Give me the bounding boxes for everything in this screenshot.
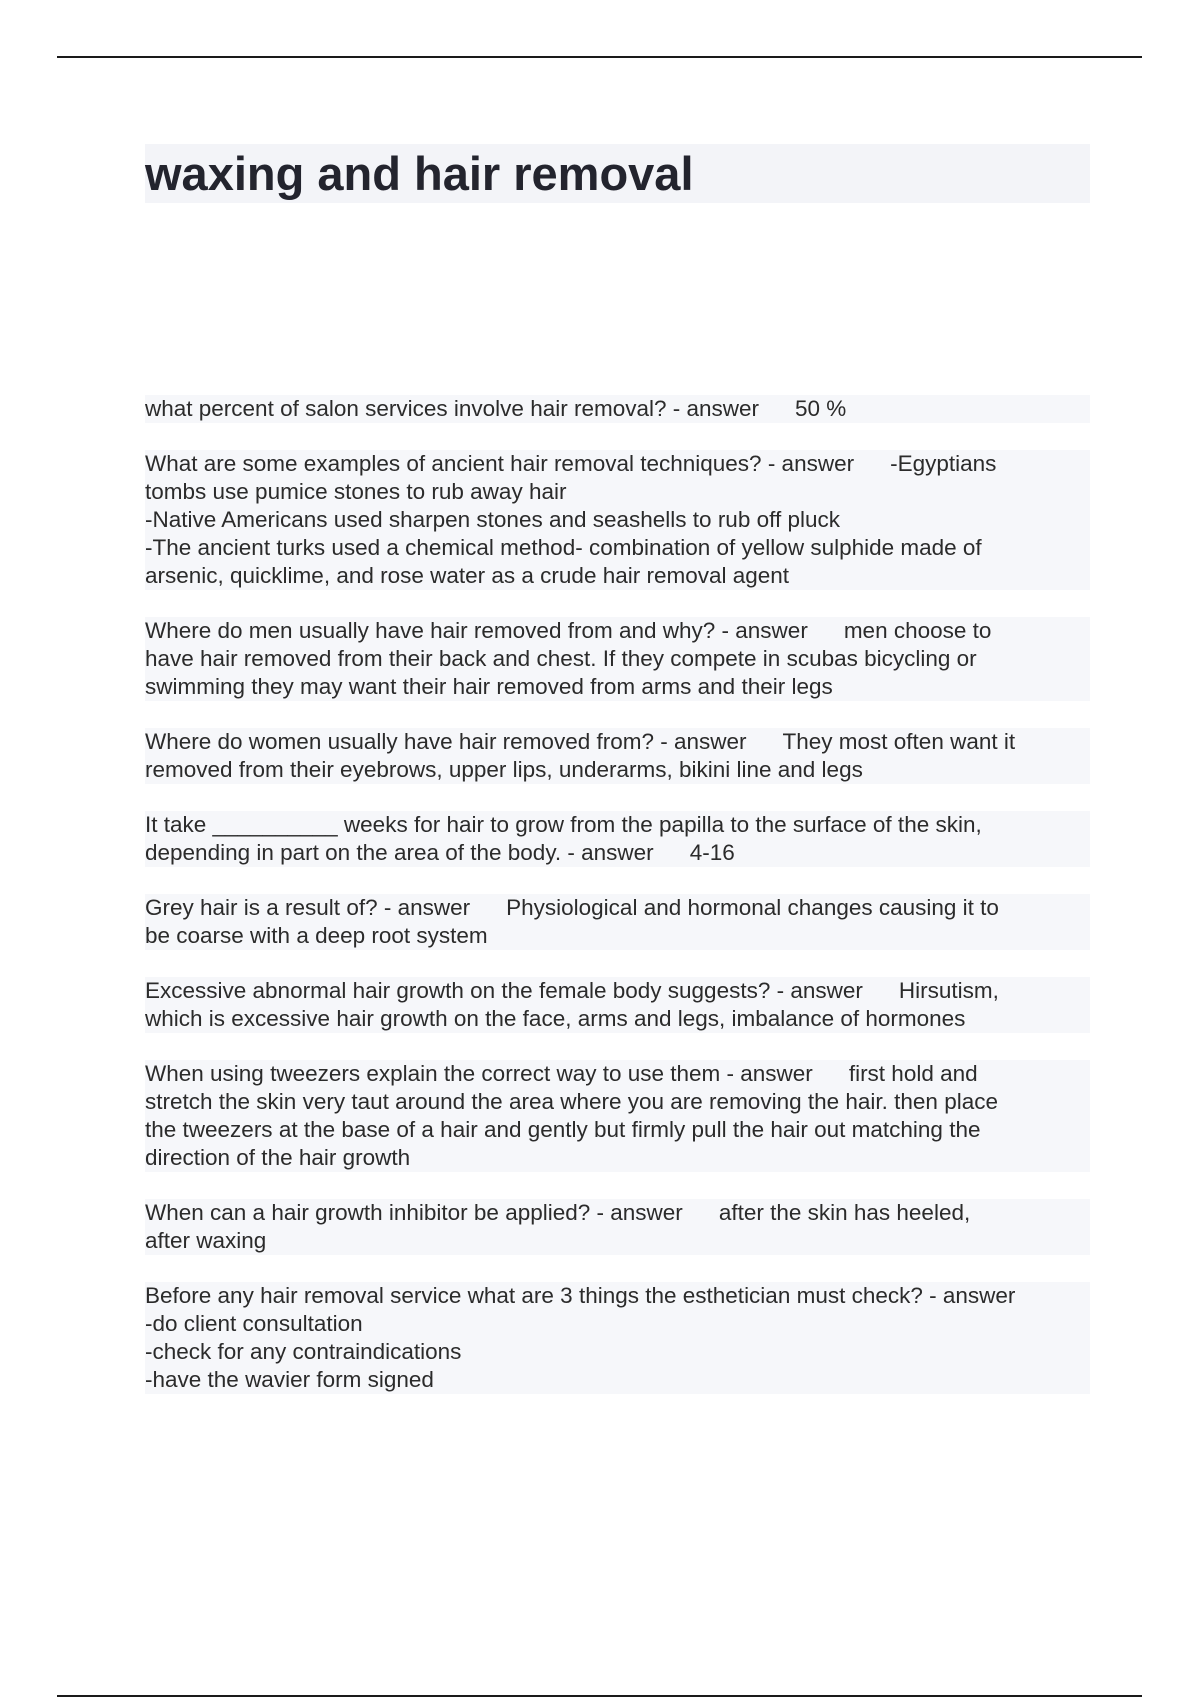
qa-item	[145, 728, 1090, 784]
question-text: what percent of salon services involve hair removal? - answer	[145, 396, 760, 421]
answer-text: They most often want it	[782, 729, 1016, 754]
answer-line: which is excessive hair growth on the face, arms and legs, imbalance of hormones	[145, 1006, 966, 1031]
answer-text: Physiological and hormonal changes causing it to	[506, 895, 999, 920]
answer-line: stretch the skin very taut around the area where you are removing the hair. then place	[145, 1089, 998, 1114]
qa-item	[145, 395, 1090, 423]
answer-text: Hirsutism,	[898, 978, 999, 1003]
qa-item	[145, 1282, 1090, 1394]
question-text: Grey hair is a result of? - answer	[145, 895, 471, 920]
question-text: Where do men usually have hair removed from and why? - answer	[145, 618, 808, 643]
answer-line: tombs use pumice stones to rub away hair	[145, 479, 567, 504]
answer-text: men choose to	[843, 618, 992, 643]
qa-line	[145, 617, 1090, 645]
question-text: Excessive abnormal hair growth on the female body suggests? - answer	[145, 978, 863, 1003]
answer-text: after the skin has heeled,	[718, 1200, 971, 1225]
footer-rule	[57, 1695, 1142, 1697]
answer-line: -The ancient turks used a chemical method- combination of yellow sulphide made of	[145, 535, 982, 560]
qa-line	[145, 1060, 1090, 1088]
answer-line: -have the wavier form signed	[145, 1367, 434, 1392]
qa-item	[145, 450, 1090, 590]
question-text: When using tweezers explain the correct way to use them - answer	[145, 1061, 813, 1086]
qa-line	[145, 977, 1090, 1005]
question-text: Where do women usually have hair removed from? - answer	[145, 729, 747, 754]
answer-line: the tweezers at the base of a hair and gently but firmly pull the hair out matching the	[145, 1117, 981, 1142]
answer-line: after waxing	[145, 1228, 267, 1253]
answer-line: removed from their eyebrows, upper lips, underarms, bikini line and legs	[145, 757, 863, 782]
qa-item	[145, 1060, 1090, 1172]
qa-line	[145, 395, 1090, 423]
answer-line: have hair removed from their back and chest. If they compete in scubas bicycling or	[145, 646, 977, 671]
qa-item	[145, 977, 1090, 1033]
question-text: When can a hair growth inhibitor be applied? - answer	[145, 1200, 683, 1225]
answer-line: -check for any contraindications	[145, 1339, 462, 1364]
qa-line	[145, 728, 1090, 756]
answer-text: -Egyptians	[890, 451, 997, 476]
qa-item	[145, 811, 1090, 867]
qa-line	[145, 839, 1090, 867]
answer-text: 50 %	[795, 396, 847, 421]
header-rule	[57, 56, 1142, 58]
answer-line: -Native Americans used sharpen stones and seashells to rub off pluck	[145, 507, 840, 532]
qa-item	[145, 617, 1090, 701]
question-text: What are some examples of ancient hair removal techniques? - answer	[145, 451, 855, 476]
answer-line: swimming they may want their hair removed from arms and their legs	[145, 674, 833, 699]
answer-line: arsenic, quicklime, and rose water as a crude hair removal agent	[145, 563, 790, 588]
answer-line: direction of the hair growth	[145, 1145, 411, 1170]
qa-item	[145, 894, 1090, 950]
answer-line: -do client consultation	[145, 1311, 363, 1336]
question-text: It take __________ weeks for hair to grow from the papilla to the surface of the skin,	[145, 812, 982, 837]
document-title: waxing and hair removal	[145, 147, 694, 200]
qa-line	[145, 1199, 1090, 1227]
qa-list	[145, 395, 1090, 1421]
qa-line	[145, 894, 1090, 922]
answer-text: first hold and	[848, 1061, 978, 1086]
answer-text: 4-16	[689, 840, 735, 865]
question-text: depending in part on the area of the body. - answer	[145, 840, 654, 865]
question-text: Before any hair removal service what are 3 things the esthetician must check? - answer	[145, 1283, 1016, 1308]
answer-line: be coarse with a deep root system	[145, 923, 488, 948]
qa-line	[145, 450, 1090, 478]
qa-item	[145, 1199, 1090, 1255]
